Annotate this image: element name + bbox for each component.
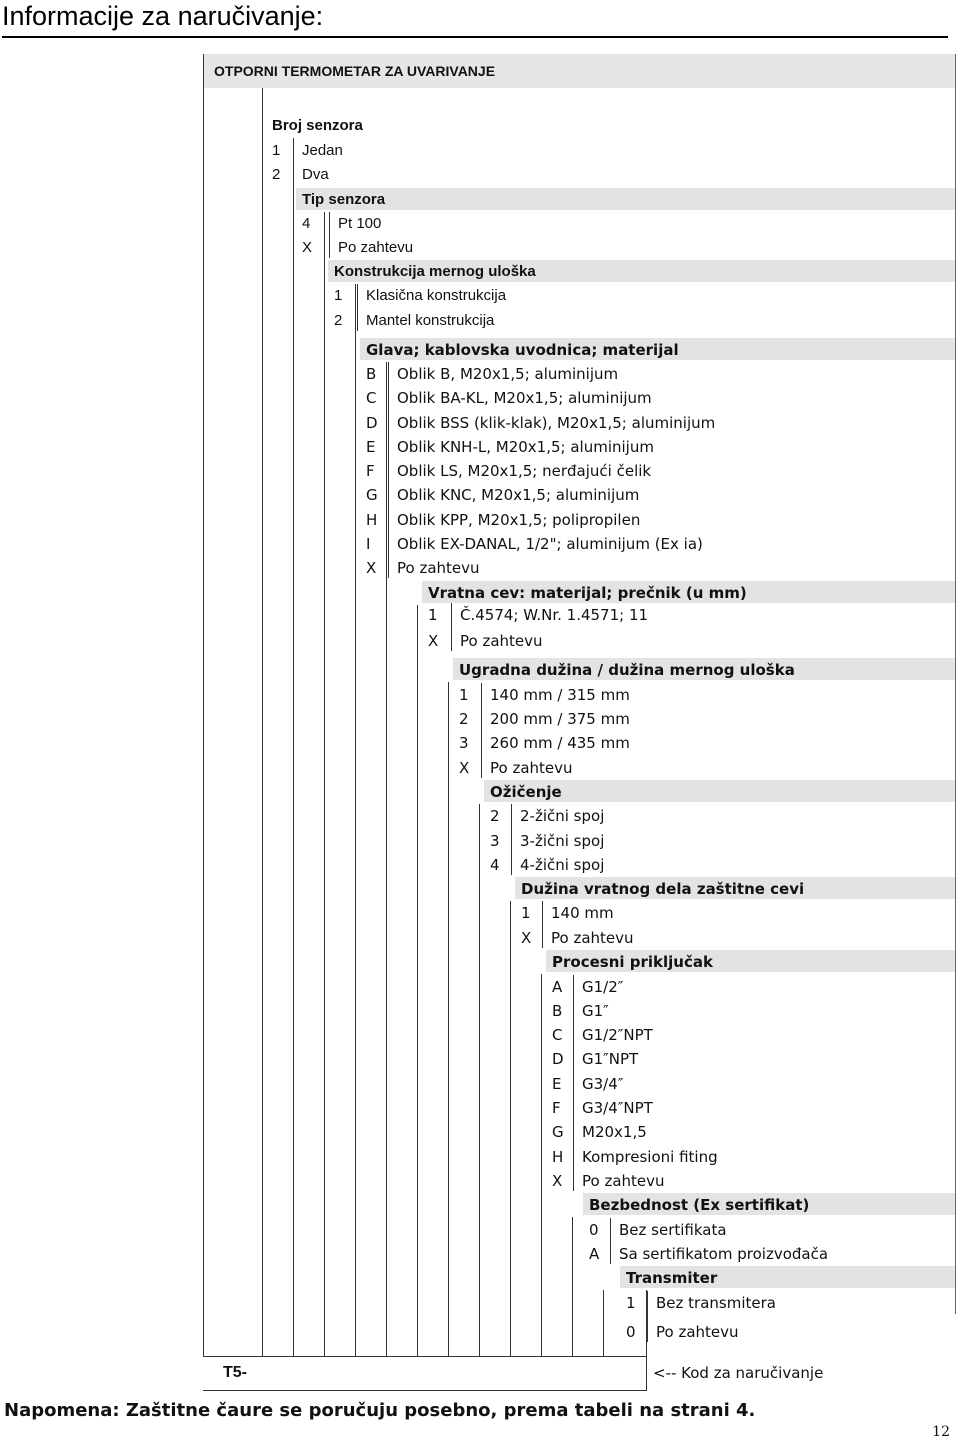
order-code-note: <-- Kod za naručivanje — [653, 1364, 824, 1382]
option-code: C — [366, 389, 377, 407]
option-code: I — [366, 535, 371, 553]
option-text: Klasična konstrukcija — [366, 287, 507, 304]
code-separator — [451, 603, 452, 651]
code-separator — [481, 683, 482, 778]
option-text: Po zahtevu — [490, 759, 573, 777]
section-title: Bezbednost (Ex sertifikat) — [589, 1196, 810, 1214]
code-separator — [388, 362, 389, 578]
option-code: B — [552, 1002, 563, 1020]
section-title: Broj senzora — [272, 117, 363, 134]
option-text: G3/4″NPT — [582, 1099, 653, 1117]
tree-line — [324, 212, 325, 1356]
option-code: C — [552, 1026, 563, 1044]
option-text: 4-žični spoj — [520, 856, 605, 874]
order-code-prefix: T5- — [223, 1364, 247, 1381]
option-text: Oblik KNC, M20x1,5; aluminijum — [397, 486, 640, 504]
option-text: 3-žični spoj — [520, 832, 605, 850]
option-text: Kompresioni fiting — [582, 1148, 718, 1166]
option-code: A — [589, 1245, 600, 1263]
option-text: 140 mm — [551, 904, 614, 922]
option-code: D — [552, 1050, 564, 1068]
option-code: 0 — [626, 1323, 636, 1341]
option-code: 4 — [302, 215, 311, 232]
option-code: H — [366, 511, 378, 529]
option-code: G — [552, 1123, 564, 1141]
code-separator — [357, 284, 358, 331]
order-code-box — [203, 1356, 647, 1391]
option-code: X — [459, 759, 470, 777]
option-code: X — [521, 929, 532, 947]
option-code: 2 — [272, 166, 281, 183]
option-code: X — [302, 239, 313, 256]
section-title: Ugradna dužina / dužina mernog uloška — [459, 661, 795, 679]
section-title: Procesni priključak — [552, 953, 713, 971]
code-separator — [647, 1291, 648, 1342]
tree-line — [262, 88, 263, 1356]
option-text: Oblik BSS (klik-klak), M20x1,5; aluminijum — [397, 414, 716, 432]
option-code: 1 — [521, 904, 531, 922]
tree-line — [572, 1217, 573, 1356]
option-text: Oblik BA-KL, M20x1,5; aluminijum — [397, 389, 652, 407]
option-code: G — [366, 486, 378, 504]
option-text: Oblik B, M20x1,5; aluminijum — [397, 365, 619, 383]
option-text: Jedan — [302, 142, 343, 159]
option-text: Bez sertifikata — [619, 1221, 727, 1239]
tree-line — [646, 1290, 647, 1356]
option-code: 3 — [490, 832, 500, 850]
title-rule — [2, 36, 948, 38]
option-text: Bez transmitera — [656, 1294, 776, 1312]
option-code: E — [366, 438, 376, 456]
option-code: 1 — [626, 1294, 636, 1312]
option-text: Po zahtevu — [338, 239, 414, 256]
option-code: A — [552, 978, 563, 996]
tree-line — [448, 682, 449, 1356]
option-code: E — [552, 1075, 562, 1093]
option-code: 1 — [334, 287, 343, 304]
tree-line — [541, 974, 542, 1356]
tree-line — [355, 284, 356, 1356]
tree-line — [510, 901, 511, 1356]
option-code: F — [552, 1099, 561, 1117]
option-text: Oblik EX-DANAL, 1/2"; aluminijum (Ex ia) — [397, 535, 703, 553]
tree-line — [293, 138, 294, 1356]
option-text: Oblik LS, M20x1,5; nerđajući čelik — [397, 462, 652, 480]
option-text: Pt 100 — [338, 215, 382, 232]
code-separator — [542, 901, 543, 948]
option-text: Po zahtevu — [582, 1172, 665, 1190]
option-text: Po zahtevu — [656, 1323, 739, 1341]
page-number: 12 — [932, 1424, 950, 1440]
tree-line — [603, 1290, 604, 1356]
section-title: Tip senzora — [302, 191, 386, 208]
option-text: G3/4″ — [582, 1075, 624, 1093]
section-title: Dužina vratnog dela zaštitne cevi — [521, 880, 805, 898]
option-text: Po zahtevu — [397, 559, 480, 577]
section-title: Glava; kablovska uvodnica; materijal — [366, 341, 679, 359]
code-separator — [511, 804, 512, 875]
table-header: OTPORNI TERMOMETAR ZA UVARIVANJE — [214, 63, 496, 79]
option-code: 2 — [334, 312, 343, 329]
option-code: H — [552, 1148, 564, 1166]
option-code: 0 — [589, 1221, 599, 1239]
option-text: G1″ — [582, 1002, 609, 1020]
option-text: Č.4574; W.Nr. 1.4571; 11 — [460, 606, 649, 624]
option-code: X — [366, 559, 377, 577]
option-code: 4 — [490, 856, 500, 874]
section-title: Vratna cev: materijal; prečnik (u mm) — [428, 584, 747, 602]
page-title: Informacije za naručivanje: — [2, 1, 324, 31]
option-code: 2 — [490, 807, 500, 825]
option-text: Oblik KPP, M20x1,5; polipropilen — [397, 511, 641, 529]
option-text: Oblik KNH-L, M20x1,5; aluminijum — [397, 438, 654, 456]
option-code: B — [366, 365, 377, 383]
option-text: G1″NPT — [582, 1050, 639, 1068]
option-text: Po zahtevu — [551, 929, 634, 947]
option-text: 2-žični spoj — [520, 807, 605, 825]
option-code: D — [366, 414, 378, 432]
option-text: 260 mm / 435 mm — [490, 734, 630, 752]
option-text: Dva — [302, 166, 329, 183]
option-code: 2 — [459, 710, 469, 728]
option-code: 1 — [428, 606, 438, 624]
option-code: F — [366, 462, 375, 480]
option-code: X — [552, 1172, 563, 1190]
option-code: 1 — [459, 686, 469, 704]
option-text: Mantel konstrukcija — [366, 312, 495, 329]
option-text: 200 mm / 375 mm — [490, 710, 630, 728]
option-text: G1/2″NPT — [582, 1026, 653, 1044]
option-text: Sa sertifikatom proizvođača — [619, 1245, 829, 1263]
option-text: 140 mm / 315 mm — [490, 686, 630, 704]
option-code: 1 — [272, 142, 281, 159]
section-band — [296, 188, 955, 210]
option-text: G1/2″ — [582, 978, 624, 996]
tree-line — [417, 605, 418, 1356]
option-code: X — [428, 632, 439, 650]
tree-line — [479, 804, 480, 1356]
tree-line — [386, 362, 387, 1356]
footnote: Napomena: Zaštitne čaure se poručuju posebno, prema tabeli na strani 4. — [4, 1400, 756, 1421]
section-title: Konstrukcija mernog uloška — [334, 263, 536, 280]
code-separator — [329, 212, 330, 258]
code-separator — [610, 1218, 611, 1264]
option-text: M20x1,5 — [582, 1123, 647, 1141]
section-title: Ožičenje — [490, 783, 562, 801]
section-title: Transmiter — [626, 1269, 718, 1287]
code-separator — [573, 975, 574, 1191]
option-code: 3 — [459, 734, 469, 752]
option-text: Po zahtevu — [460, 632, 543, 650]
right-border — [955, 54, 956, 1314]
